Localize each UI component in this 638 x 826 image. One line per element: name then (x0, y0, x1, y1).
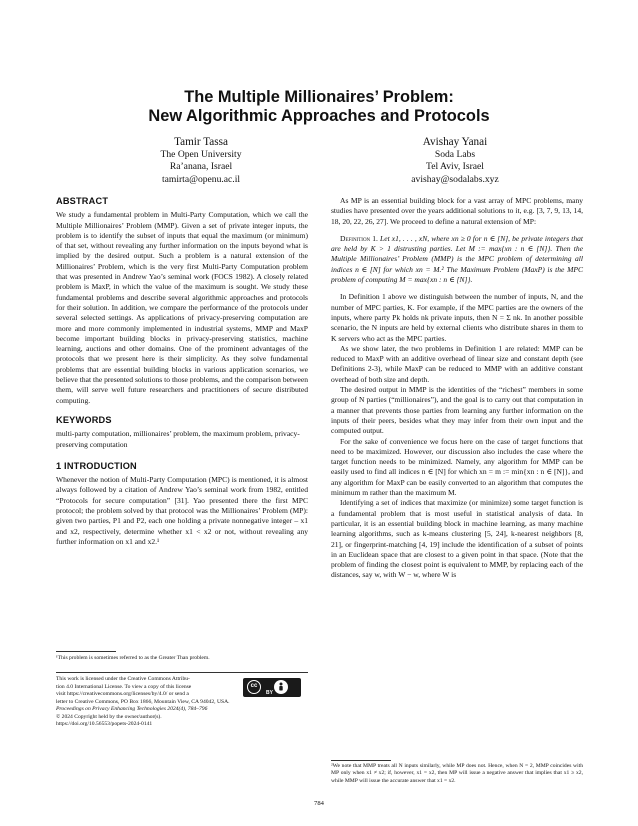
attribution-person-icon (274, 680, 288, 694)
author-email: avishay@sodalabs.xyz (411, 173, 499, 185)
abstract-heading: ABSTRACT (56, 196, 109, 206)
right-column (331, 196, 583, 581)
footnote-rule (331, 760, 391, 761)
keywords-text: multi-party computation, millionaires’ problem, the maximum problem, privacy-preserving computation (56, 429, 300, 449)
cc-license-badge[interactable] (243, 678, 301, 697)
introduction-heading: 1 INTRODUCTION (56, 460, 137, 471)
footnote-1: ¹This problem is sometimes referred to as the Greater Than problem. (56, 655, 210, 661)
author-affiliation: The Open University (160, 149, 242, 160)
title-line-2: New Algorithmic Approaches and Protocols (148, 107, 490, 125)
paragraph: As we show later, the two problems in Definition 1 are related: MMP can be reduced to MaxP with an additive overhead of linear size and constant depth (see Definitions 2-3), while MaxP can be reduced to MMP with an additive constant overhead of both size and depth. (331, 343, 583, 384)
proceedings-line: Proceedings on Privacy Enhancing Technologies 2024(4), 784–796 (56, 706, 208, 713)
cc-icon: cc (247, 680, 261, 694)
paragraph: For the sake of convenience we focus here on the case of target functions that need to be maximized. However, our discussion also includes the case where the target function needs to be minimized. Namely, any algorithm for MMP can be easily used to find all indices n ∈ [N] for which xn = m := min{xn : n ∈ [N]}, and any algorithm for MaxP can be easily converted to an algorithm that computes the minimum m rather than the maximum M. (331, 436, 583, 498)
definition-text: Let x1, . . . , xN, where xn ≥ 0 for n ∈ [N], be private integers that are held by K > 1 distrusting parties. Let M := max{xn : n ∈ [N]}. Then the Multiple Millionaires’ Problem (MMP) is the MPC problem of determining all indices n ∈ [N] for which xn = M.² The Maximum Problem (MaxP) is the MPC problem of computing M = max{xn : n ∈ [N]}. (331, 233, 584, 285)
author-block-2 (355, 135, 555, 186)
author-location: Tel Aviv, Israel (426, 161, 484, 173)
license-line: letter to Creative Commons, PO Box 1866, Mountain View, CA 94042, USA. (56, 698, 230, 705)
doi-link[interactable]: https://doi.org/10.56553/popets-2024-0141 (56, 721, 153, 728)
keywords-heading: KEYWORDS (56, 414, 112, 425)
author-affiliation: Soda Labs (434, 149, 476, 160)
author-block-1 (101, 135, 301, 186)
license-line: visit https://creativecommons.org/licenses/by/4.0/ or send a (56, 691, 189, 698)
definition-label: Definition 1. (340, 233, 378, 243)
paper-title (0, 88, 638, 126)
paragraph: As MP is an essential building block for a vast array of MPC problems, many studies have presented over the years additional solutions to it, e.g. [3, 7, 9, 13, 14, 18, 20, 22, 26, 27]. We proceed to define a natural extension of MP: (331, 196, 583, 226)
page-number: 784 (314, 800, 324, 807)
author-name: Avishay Yanai (422, 136, 488, 148)
paragraph: Identifying a set of indices that maximize (or minimize) some target function is a fundamental problem that is most useful in statistical analysis of data. In particular, it is an essential building block in machine learning, as many machine learning algorithms, such as k-means clustering [5, 24], k-nearest neighbors [8, 21], or fingerprint-matching [4, 19] include the identification of a subset of points in an Euclidean space that are closest to a given point in that space. (Note that the problem of finding the closest point is equivalent to MMP, by replacing each of the distances, say w, with W − w, where W is (331, 498, 583, 580)
left-column (56, 196, 308, 547)
abstract-text: We study a fundamental problem in Multi-Party Computation, which we call the Multiple Millionaires’ Problem (MMP). Given a set of private integer inputs, the problem is to identify the subset of inputs that equal the maximum (or minimum) of that set, without revealing any further information on the inputs beyond what is implied by the desired output. Such a problem is a natural extension of the Millionaires’ Problem, which is the very first Multi-Party Computation problem that was presented in Andrew Yao’s seminal work (FOCS 1982). A closely related problem is MaxP, in which the value of the maximum is sought. We study these fundamental problems and describe several algorithmic approaches and protocols for their solution. In addition, we compare the performance of the protocols under several selected settings. As applications of privacy-preserving computation are more and more commonly implemented in industrial systems, MMP and MaxP become important building blocks in privacy-preserving statistics, machine learning, auctions and other domains. One of the prominent advantages of the protocols that we present here is their simplicity. As they solve fundamental problems that are essential building blocks in various application scenarios, we believe that the presented solutions to those problems, and the comparison between them, will serve well future researchers and practitioners of secure distributed computing. (56, 210, 308, 405)
title-line-1: The Multiple Millionaires’ Problem: (184, 88, 454, 106)
intro-paragraph: Whenever the notion of Multi-Party Computation (MPC) is mentioned, it is almost always followed by a citation of Andrew Yao’s seminal work from 1982, entitled “Protocols for secure computation” [31]. Yao presented there the first MPC protocol; the problem solved by that protocol was the Millionaires’ Problem (MP): given two parties, P1 and P2, each one holding a private nonnegative integer – x1 and x2, respectively, determine whether x1 < x2 or not, without revealing any further information on x1 and x2.¹ (56, 475, 308, 546)
footnote-rule (56, 651, 116, 652)
license-line: tion 4.0 International License. To view a copy of this license (56, 683, 192, 690)
paragraph: The desired output in MMP is the identities of the “richest” members in some group of N parties (“millionaires”), and the goal is to carry out that computation in a manner that prevents those parties from learning any further information on the inputs of their peers, besides what they may infer from their own input and the computed output. (331, 385, 583, 436)
license-line: This work is licensed under the Creative Commons Attribu- (56, 676, 190, 682)
definition-1 (331, 234, 583, 285)
footnote-2: ²We note that MMP treats all N inputs similarly, while MP does not. Hence, when N = 2, MMP coincides with MP only when x1 ≠ x2; if, however, x1 = x2, then MP will issue a negative answer that implies that x1 ≥ x2, while MMP will issue the accurate answer that x1 = x2. (331, 763, 583, 784)
copyright-line: © 2024 Copyright held by the owner/author(s). (56, 713, 162, 720)
author-name: Tamir Tassa (174, 136, 228, 148)
license-rule (56, 672, 308, 673)
paragraph: In Definition 1 above we distinguish between the number of inputs, N, and the number of MPC parties, K. For example, if the MPC parties are the owners of the inputs, where party Pk holds nk private inputs, then N = Σ nk. In another possible scenario, the N inputs are held by external clients who distribute shares in them to K servers who act as the MPC parties. (331, 292, 583, 343)
cc-by-label: BY (266, 690, 273, 696)
author-email: tamirta@openu.ac.il (161, 173, 241, 185)
author-location: Ra’anana, Israel (169, 161, 233, 173)
